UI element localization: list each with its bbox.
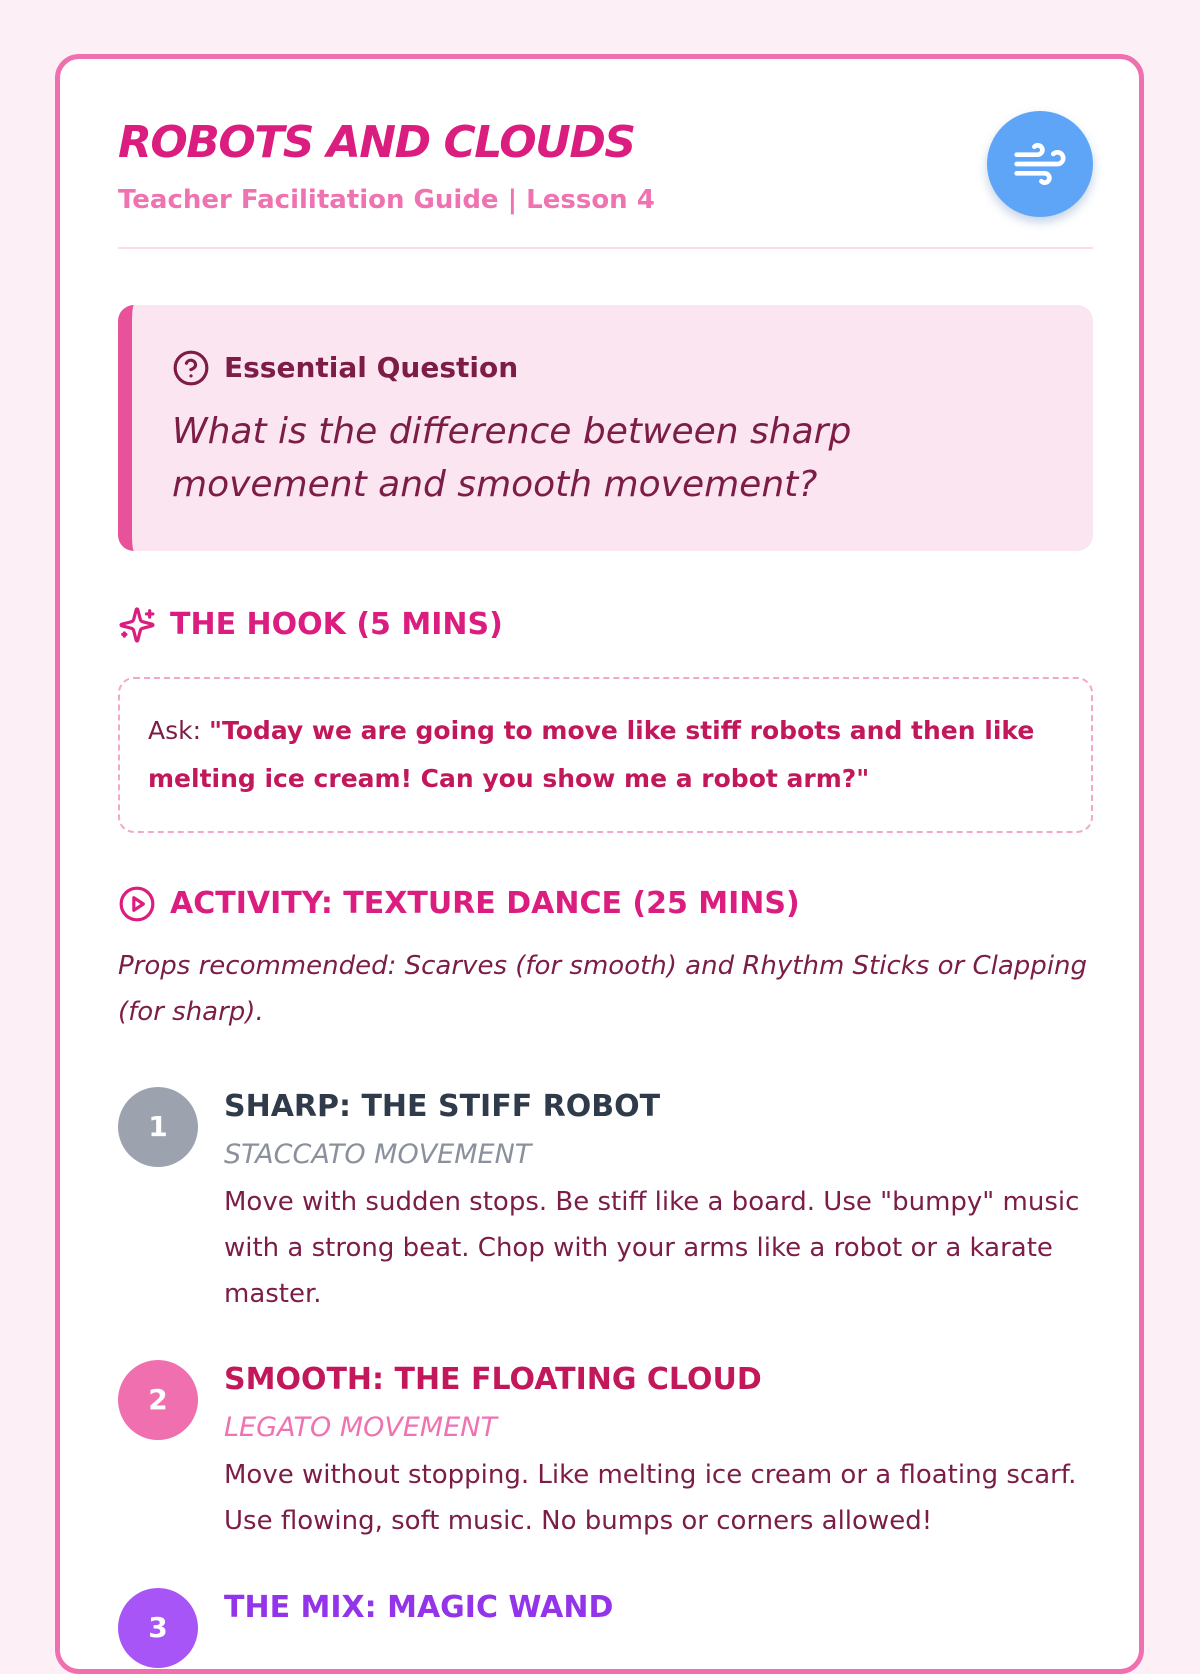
- step-number-badge: 3: [118, 1588, 198, 1668]
- step-number-badge: 2: [118, 1360, 198, 1440]
- hook-quote: "Today we are going to move like stiff robots and then like melting ice cream! Can you show me a robot arm?": [148, 716, 1035, 793]
- lesson-title: ROBOTS AND CLOUDS: [118, 117, 635, 168]
- step-title: SHARP: THE STIFF ROBOT: [224, 1089, 661, 1124]
- hook-heading: [118, 605, 718, 645]
- step-item: [118, 1588, 1093, 1668]
- essential-question-text: What is the difference between sharp movement and smooth movement?: [172, 411, 852, 505]
- lesson-card: [55, 54, 1144, 1674]
- step-number-badge: 1: [118, 1087, 198, 1167]
- wind-badge: [987, 111, 1093, 217]
- hook-ask-label: Ask:: [148, 716, 202, 745]
- step-subtitle: LEGATO MOVEMENT: [224, 1412, 497, 1443]
- step-title: SMOOTH: THE FLOATING CLOUD: [224, 1362, 762, 1397]
- step-subtitle: STACCATO MOVEMENT: [224, 1139, 532, 1170]
- sparkles-icon: [118, 606, 156, 644]
- essential-question-label: Essential Question: [224, 351, 519, 384]
- step-description: Move with sudden stops. Be stiff like a board. Use "bumpy" music with a strong beat. Chop with your arms like a robot or a karate master.: [224, 1187, 1080, 1309]
- lesson-subtitle: Teacher Facilitation Guide | Lesson 4: [118, 185, 655, 215]
- step-item: [118, 1360, 1093, 1560]
- activity-heading: [118, 884, 1018, 924]
- activity-title: ACTIVITY: TEXTURE DANCE (25 MINS): [170, 886, 800, 921]
- play-circle-icon: [118, 885, 156, 923]
- wind-icon: [1012, 136, 1068, 192]
- essential-question-box: [118, 305, 1093, 551]
- hook-prompt-box: [118, 677, 1093, 833]
- step-description: Move without stopping. Like melting ice cream or a floating scarf. Use flowing, soft music. No bumps or corners allowed!: [224, 1460, 1077, 1536]
- props-note: Props recommended: Scarves (for smooth) and Rhythm Sticks or Clapping (for sharp).: [118, 951, 1088, 1027]
- hook-title: THE HOOK (5 MINS): [170, 607, 503, 642]
- step-title: THE MIX: MAGIC WAND: [224, 1590, 614, 1625]
- question-circle-icon: [172, 349, 210, 387]
- step-item: [118, 1087, 1093, 1327]
- lesson-header: [118, 111, 1093, 249]
